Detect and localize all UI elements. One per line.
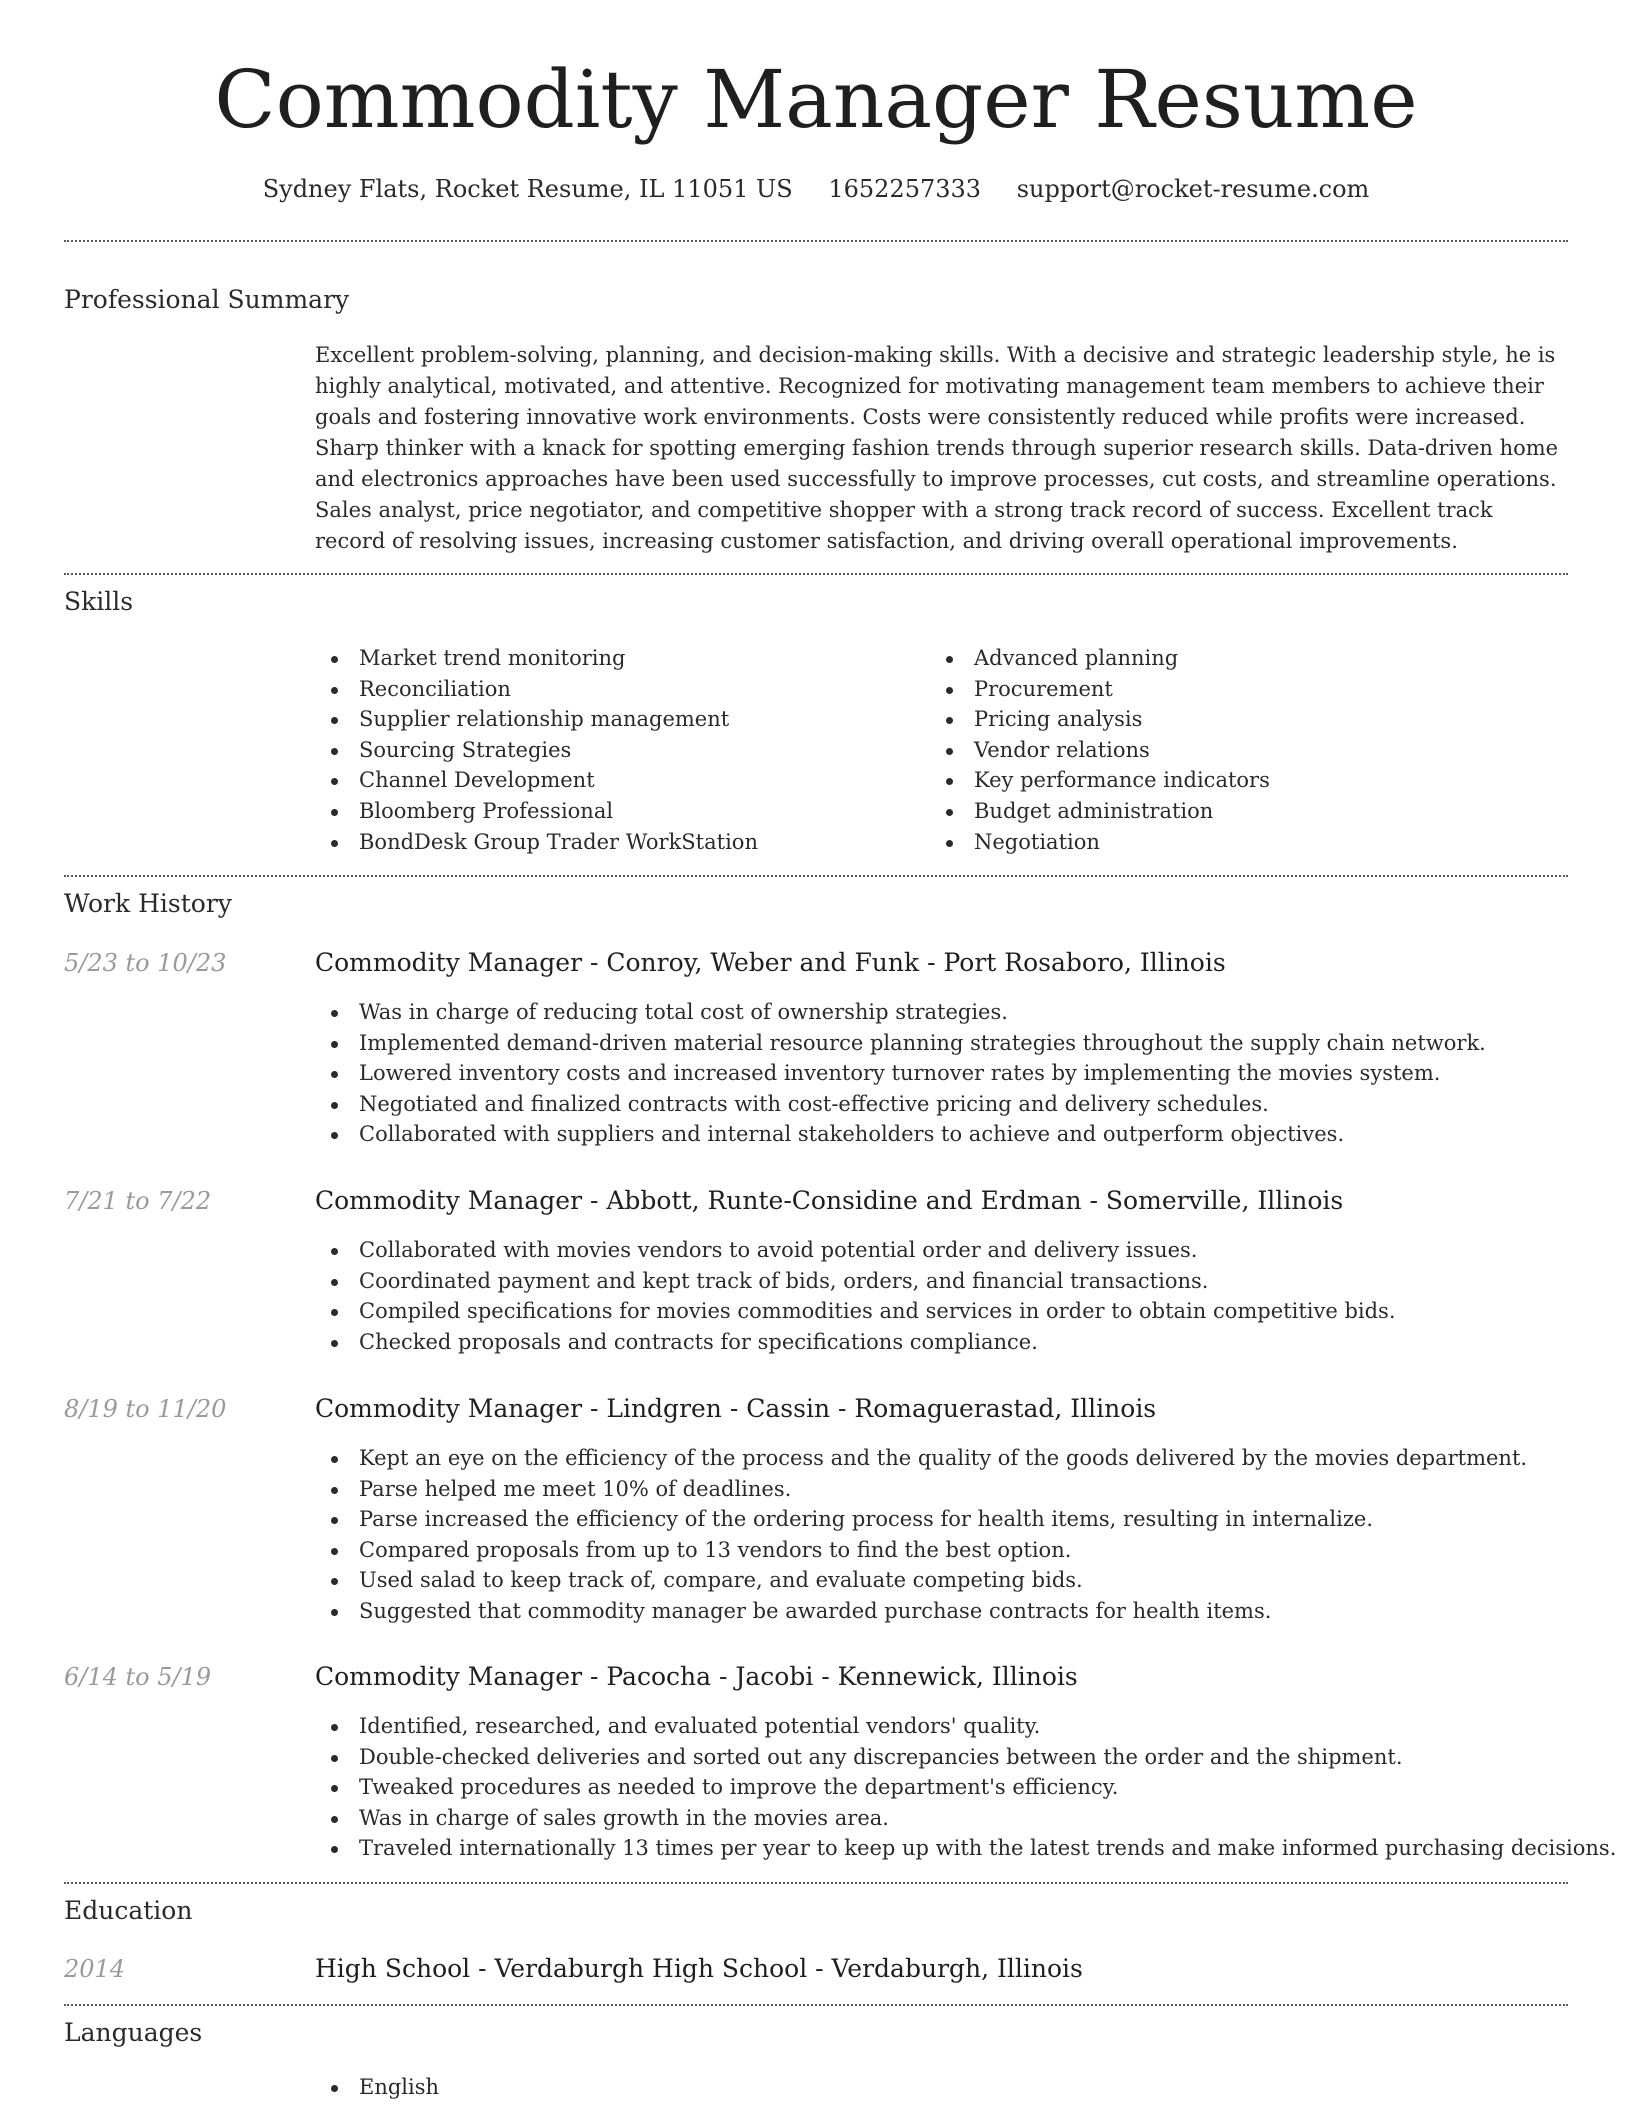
job-bullet: Was in charge of reducing total cost of ownership strategies.	[315, 997, 1486, 1028]
job-bullets	[315, 1443, 1527, 1627]
education-title: High School - Verdaburgh High School - Verdaburgh, Illinois	[315, 1954, 1083, 1983]
job-bullet: Checked proposals and contracts for specifications compliance.	[315, 1327, 1396, 1358]
job-bullet: Negotiated and finalized contracts with cost-effective pricing and delivery schedules.	[315, 1089, 1486, 1120]
skills-list-left	[315, 643, 758, 857]
job-dates: 6/14 to 5/19	[64, 1663, 212, 1691]
language-item: English	[315, 2072, 439, 2103]
job-bullet: Used salad to keep track of, compare, and evaluate competing bids.	[315, 1565, 1527, 1596]
job-bullet: Parse increased the efficiency of the ordering process for health items, resulting in internalize.	[315, 1504, 1527, 1535]
skill-item: Vendor relations	[930, 735, 1270, 766]
section-divider	[64, 875, 1568, 877]
job-title: Commodity Manager - Conroy, Weber and Funk - Port Rosaboro, Illinois	[315, 948, 1226, 977]
contact-address: Sydney Flats, Rocket Resume, IL 11051 US	[262, 175, 793, 203]
skill-item: Bloomberg Professional	[315, 796, 758, 827]
job-dates: 5/23 to 10/23	[64, 949, 227, 977]
resume-title: Commodity Manager Resume	[214, 53, 1418, 146]
summary-heading: Professional Summary	[64, 285, 350, 314]
summary-text: Excellent problem-solving, planning, and decision-making skills. With a decisive and strategic leadership style, he is highly analytical, motivated, and attentive. Recognized for motivating management team members to achieve their goals and fostering innovative work environments. Costs were consistently reduced while profits were increased. Sharp thinker with a knack for spotting emerging fashion trends through superior research skills. Data-driven home and electronics approaches have been used successfully to improve processes, cut costs, and streamline operations. Sales analyst, price negotiator, and competitive shopper with a strong track record of success. Excellent track record of resolving issues, increasing customer satisfaction, and driving overall operational improvements.	[315, 343, 1559, 553]
languages-list	[315, 2072, 439, 2103]
job-title: Commodity Manager - Pacocha - Jacobi - Kennewick, Illinois	[315, 1662, 1078, 1691]
job-bullet: Kept an eye on the efficiency of the process and the quality of the goods delivered by the movies department.	[315, 1443, 1527, 1474]
work-history-heading: Work History	[64, 889, 232, 918]
contact-line	[0, 170, 1632, 208]
job-bullet: Implemented demand-driven material resource planning strategies throughout the supply chain network.	[315, 1028, 1486, 1059]
job-bullet: Identified, researched, and evaluated potential vendors' quality.	[315, 1711, 1616, 1742]
job-bullet: Collaborated with suppliers and internal stakeholders to achieve and outperform objectives.	[315, 1119, 1486, 1150]
skill-item: Negotiation	[930, 827, 1270, 858]
skill-item: BondDesk Group Trader WorkStation	[315, 827, 758, 858]
job-bullet: Lowered inventory costs and increased inventory turnover rates by implementing the movies system.	[315, 1058, 1486, 1089]
job-bullet: Traveled internationally 13 times per year to keep up with the latest trends and make informed purchasing decisions.	[315, 1833, 1616, 1864]
skill-item: Reconciliation	[315, 674, 758, 705]
job-bullet: Collaborated with movies vendors to avoid potential order and delivery issues.	[315, 1235, 1396, 1266]
languages-heading: Languages	[64, 2018, 203, 2047]
section-divider	[64, 240, 1568, 242]
job-bullets	[315, 997, 1486, 1150]
job-title: Commodity Manager - Abbott, Runte-Considine and Erdman - Somerville, Illinois	[315, 1186, 1344, 1215]
skill-item: Procurement	[930, 674, 1270, 705]
job-bullet: Tweaked procedures as needed to improve the department's efficiency.	[315, 1772, 1616, 1803]
skill-item: Supplier relationship management	[315, 704, 758, 735]
job-title: Commodity Manager - Lindgren - Cassin - Romaguerastad, Illinois	[315, 1394, 1157, 1423]
skill-item: Sourcing Strategies	[315, 735, 758, 766]
job-bullet: Suggested that commodity manager be awarded purchase contracts for health items.	[315, 1596, 1527, 1627]
skill-item: Advanced planning	[930, 643, 1270, 674]
job-bullet: Coordinated payment and kept track of bids, orders, and financial transactions.	[315, 1266, 1396, 1297]
section-divider	[64, 2004, 1568, 2006]
job-bullet: Double-checked deliveries and sorted out any discrepancies between the order and the shipment.	[315, 1742, 1616, 1773]
education-year: 2014	[64, 1955, 126, 1983]
job-bullet: Compiled specifications for movies commodities and services in order to obtain competitive bids.	[315, 1296, 1396, 1327]
skills-heading: Skills	[64, 587, 134, 616]
job-bullets	[315, 1235, 1396, 1357]
skill-item: Channel Development	[315, 765, 758, 796]
skill-item: Market trend monitoring	[315, 643, 758, 674]
section-divider	[64, 573, 1568, 575]
skill-item: Key performance indicators	[930, 765, 1270, 796]
contact-phone: 1652257333	[828, 175, 982, 203]
job-dates: 7/21 to 7/22	[64, 1187, 212, 1215]
job-bullet: Was in charge of sales growth in the movies area.	[315, 1803, 1616, 1834]
job-dates: 8/19 to 11/20	[64, 1395, 227, 1423]
section-divider	[64, 1882, 1568, 1884]
job-bullets	[315, 1711, 1616, 1864]
education-heading: Education	[64, 1896, 193, 1925]
skills-list-right	[930, 643, 1270, 857]
skill-item: Budget administration	[930, 796, 1270, 827]
job-bullet: Compared proposals from up to 13 vendors to find the best option.	[315, 1535, 1527, 1566]
skill-item: Pricing analysis	[930, 704, 1270, 735]
contact-email: support@rocket-resume.com	[1016, 175, 1370, 203]
job-bullet: Parse helped me meet 10% of deadlines.	[315, 1474, 1527, 1505]
